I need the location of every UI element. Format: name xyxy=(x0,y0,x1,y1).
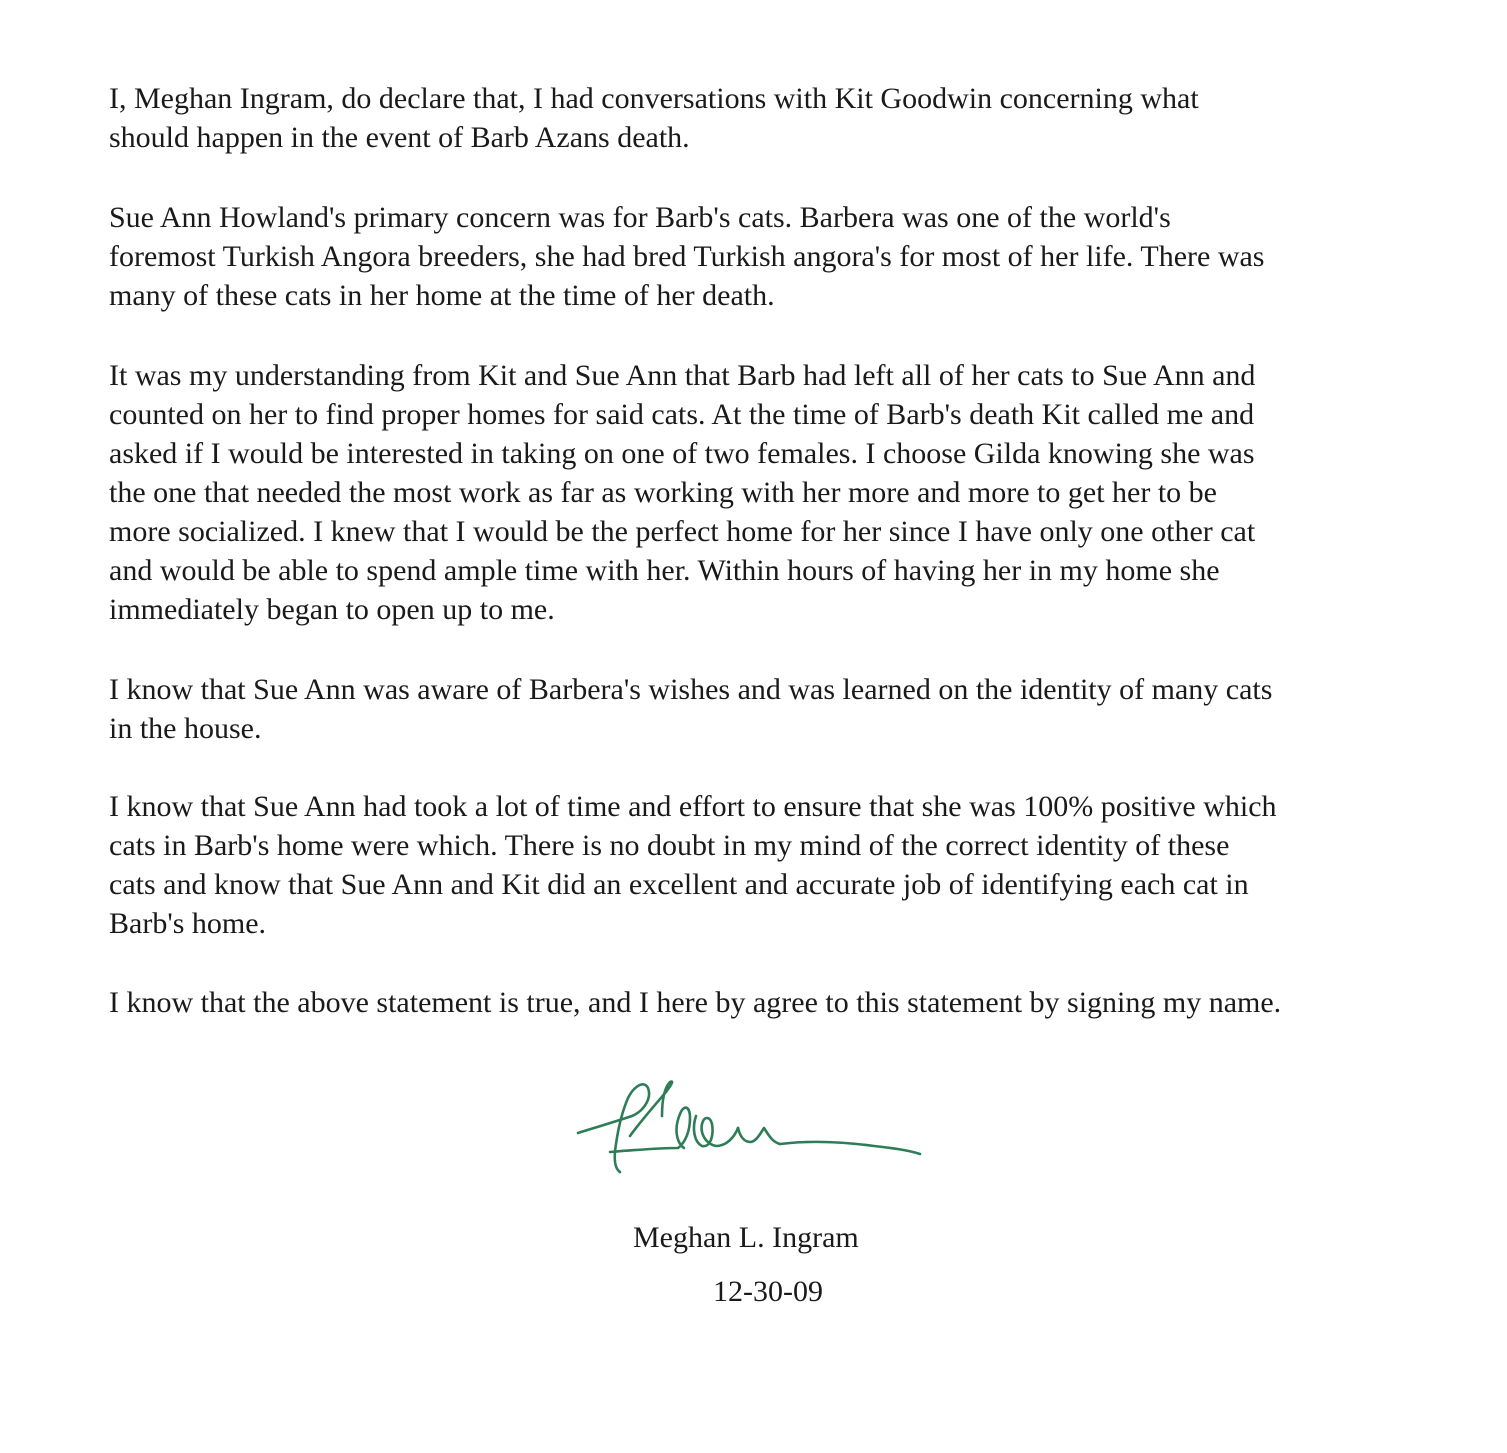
paragraph-line: cats in Barb's home were which. There is no doubt in my mind of the correct identity of these xyxy=(109,829,1230,862)
paragraph-line: immediately began to open up to me. xyxy=(109,593,555,626)
paragraph-line: foremost Turkish Angora breeders, she had bred Turkish angora's for most of her life. There was xyxy=(109,240,1265,273)
paragraph-line: many of these cats in her home at the time of her death. xyxy=(109,279,775,312)
paragraph-1 xyxy=(109,79,1429,157)
paragraph-line: cats and know that Sue Ann and Kit did an excellent and accurate job of identifying each cat in xyxy=(109,868,1249,901)
paragraph-line: in the house. xyxy=(109,712,262,745)
paragraph-line: counted on her to find proper homes for said cats. At the time of Barb's death Kit called me and xyxy=(109,398,1255,431)
paragraph-line: Barb's home. xyxy=(109,907,267,940)
signature-stroke xyxy=(780,1142,920,1154)
signer-name: Meghan L. Ingram xyxy=(633,1221,859,1254)
signature-stroke xyxy=(694,1116,738,1146)
paragraph-line: Sue Ann Howland's primary concern was for Barb's cats. Barbera was one of the world's xyxy=(109,201,1171,234)
paragraph-line: asked if I would be interested in taking on one of two females. I choose Gilda knowing she was xyxy=(109,437,1255,470)
paragraph-line: I know that the above statement is true, and I here by agree to this statement by signing my name. xyxy=(109,986,1282,1019)
paragraph-3 xyxy=(109,356,1429,629)
paragraph-line: more socialized. I knew that I would be the perfect home for her since I have only one other cat xyxy=(109,515,1256,548)
paragraph-line: I know that Sue Ann was aware of Barbera's wishes and was learned on the identity of many cats xyxy=(109,673,1273,706)
paragraph-4 xyxy=(109,670,1429,748)
signature-stroke xyxy=(578,1084,649,1172)
paragraph-5 xyxy=(109,787,1429,943)
paragraph-line: the one that needed the most work as far as working with her more and more to get her to be xyxy=(109,476,1217,509)
signature-stroke xyxy=(630,1081,672,1136)
paragraph-line: and would be able to spend ample time with her. Within hours of having her in my home she xyxy=(109,554,1220,587)
paragraph-line: It was my understanding from Kit and Sue Ann that Barb had left all of her cats to Sue Ann and xyxy=(109,359,1256,392)
signature-stroke xyxy=(738,1128,780,1144)
handwritten-signature xyxy=(574,1076,924,1180)
paragraph-line: should happen in the event of Barb Azans death. xyxy=(109,121,690,154)
paragraph-2 xyxy=(109,198,1429,315)
paragraph-line: I know that Sue Ann had took a lot of time and effort to ensure that she was 100% positive which xyxy=(109,790,1277,823)
paragraph-6 xyxy=(109,983,1429,1022)
paragraph-line: I, Meghan Ingram, do declare that, I had conversations with Kit Goodwin concerning what xyxy=(109,82,1199,115)
signature-date: 12-30-09 xyxy=(713,1275,823,1308)
